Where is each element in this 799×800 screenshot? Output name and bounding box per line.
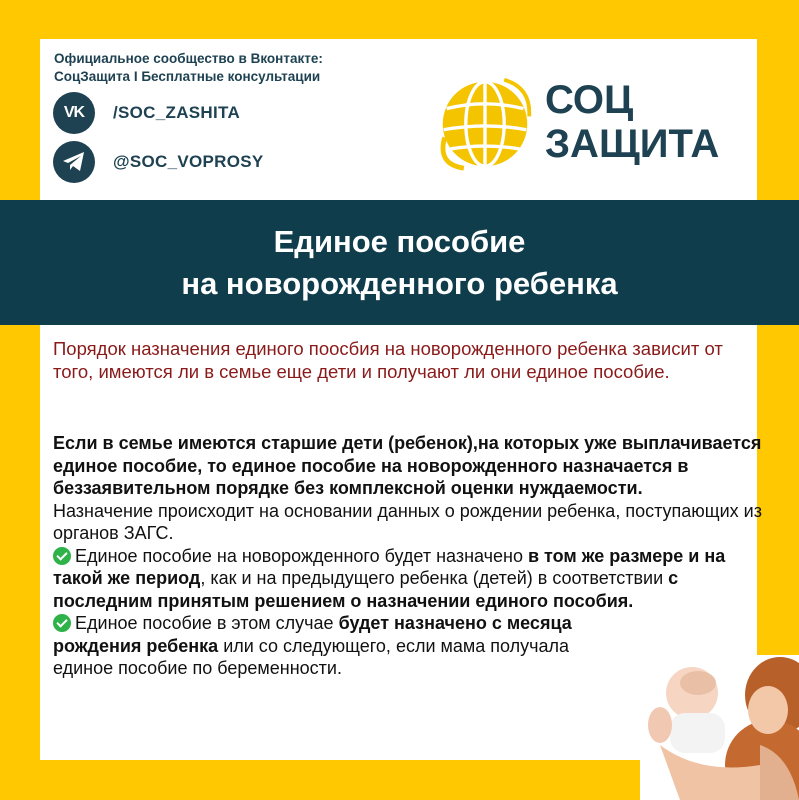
telegram-handle: @SOC_VOPROSY (113, 152, 264, 171)
bullet-1-text-a: Единое пособие на новорожденного будет назначено (75, 545, 528, 566)
title-line-1: Единое пособие (273, 223, 526, 259)
bullet-2-text-a: Единое пособие в этом случае (75, 613, 339, 633)
globe-logo-icon (437, 76, 533, 172)
zags-paragraph: Назначение происходит на основании данных о рождении ребенка, поступающих из органов ЗАГС. (53, 500, 762, 543)
body-section (53, 432, 763, 680)
bullet-2-text-b: или со следующего, если мама получала единое пособие по беременности. (53, 635, 570, 678)
bullet-2-bold-a: будет назначено с месяца рождения ребенка (53, 613, 572, 656)
check-circle-icon (53, 547, 71, 565)
logo-line-2: ЗАЩИТА (545, 122, 720, 166)
telegram-icon (53, 141, 95, 183)
community-line-2: СоцЗащита I Бесплатные консультации (54, 69, 321, 84)
bullet-1-bold-a: в том же размере и на такой же период (53, 545, 726, 588)
bullet-1-text-b: , как и на предыдущего ребенка (детей) в соответствии (200, 568, 669, 588)
community-line-1: Официальное сообщество в Вконтакте: (54, 51, 323, 66)
vk-icon: VK (53, 92, 95, 134)
telegram-link[interactable] (53, 141, 264, 183)
logo-line-1: СОЦ (545, 78, 634, 122)
title-banner (0, 200, 799, 325)
intro-paragraph: Порядок назначения единого поосбия на новорожденного ребенка зависит от того, имеются ли в семье еще дети и получают ли они единое пособие. (53, 338, 723, 382)
vk-link[interactable] (53, 92, 240, 134)
bullet-item-1 (53, 545, 763, 613)
bullet-1-bold-b: с последним принятым решением о назначении единого пособия. (53, 568, 679, 611)
logo-wordmark (545, 78, 719, 166)
bold-paragraph: Если в семье имеются старшие дети (ребенок),на которых уже выплачивается единое пособие, то единое пособие на новорожденного назначается в беззаявительном порядке без комплексной оценки нуждаемости. (53, 433, 762, 498)
check-circle-icon (53, 614, 71, 632)
mother-baby-photo (640, 655, 799, 800)
community-caption (54, 50, 323, 86)
vk-handle: /SOC_ZASHITA (113, 103, 241, 122)
title-line-2: на новорожденного ребенка (181, 265, 618, 301)
